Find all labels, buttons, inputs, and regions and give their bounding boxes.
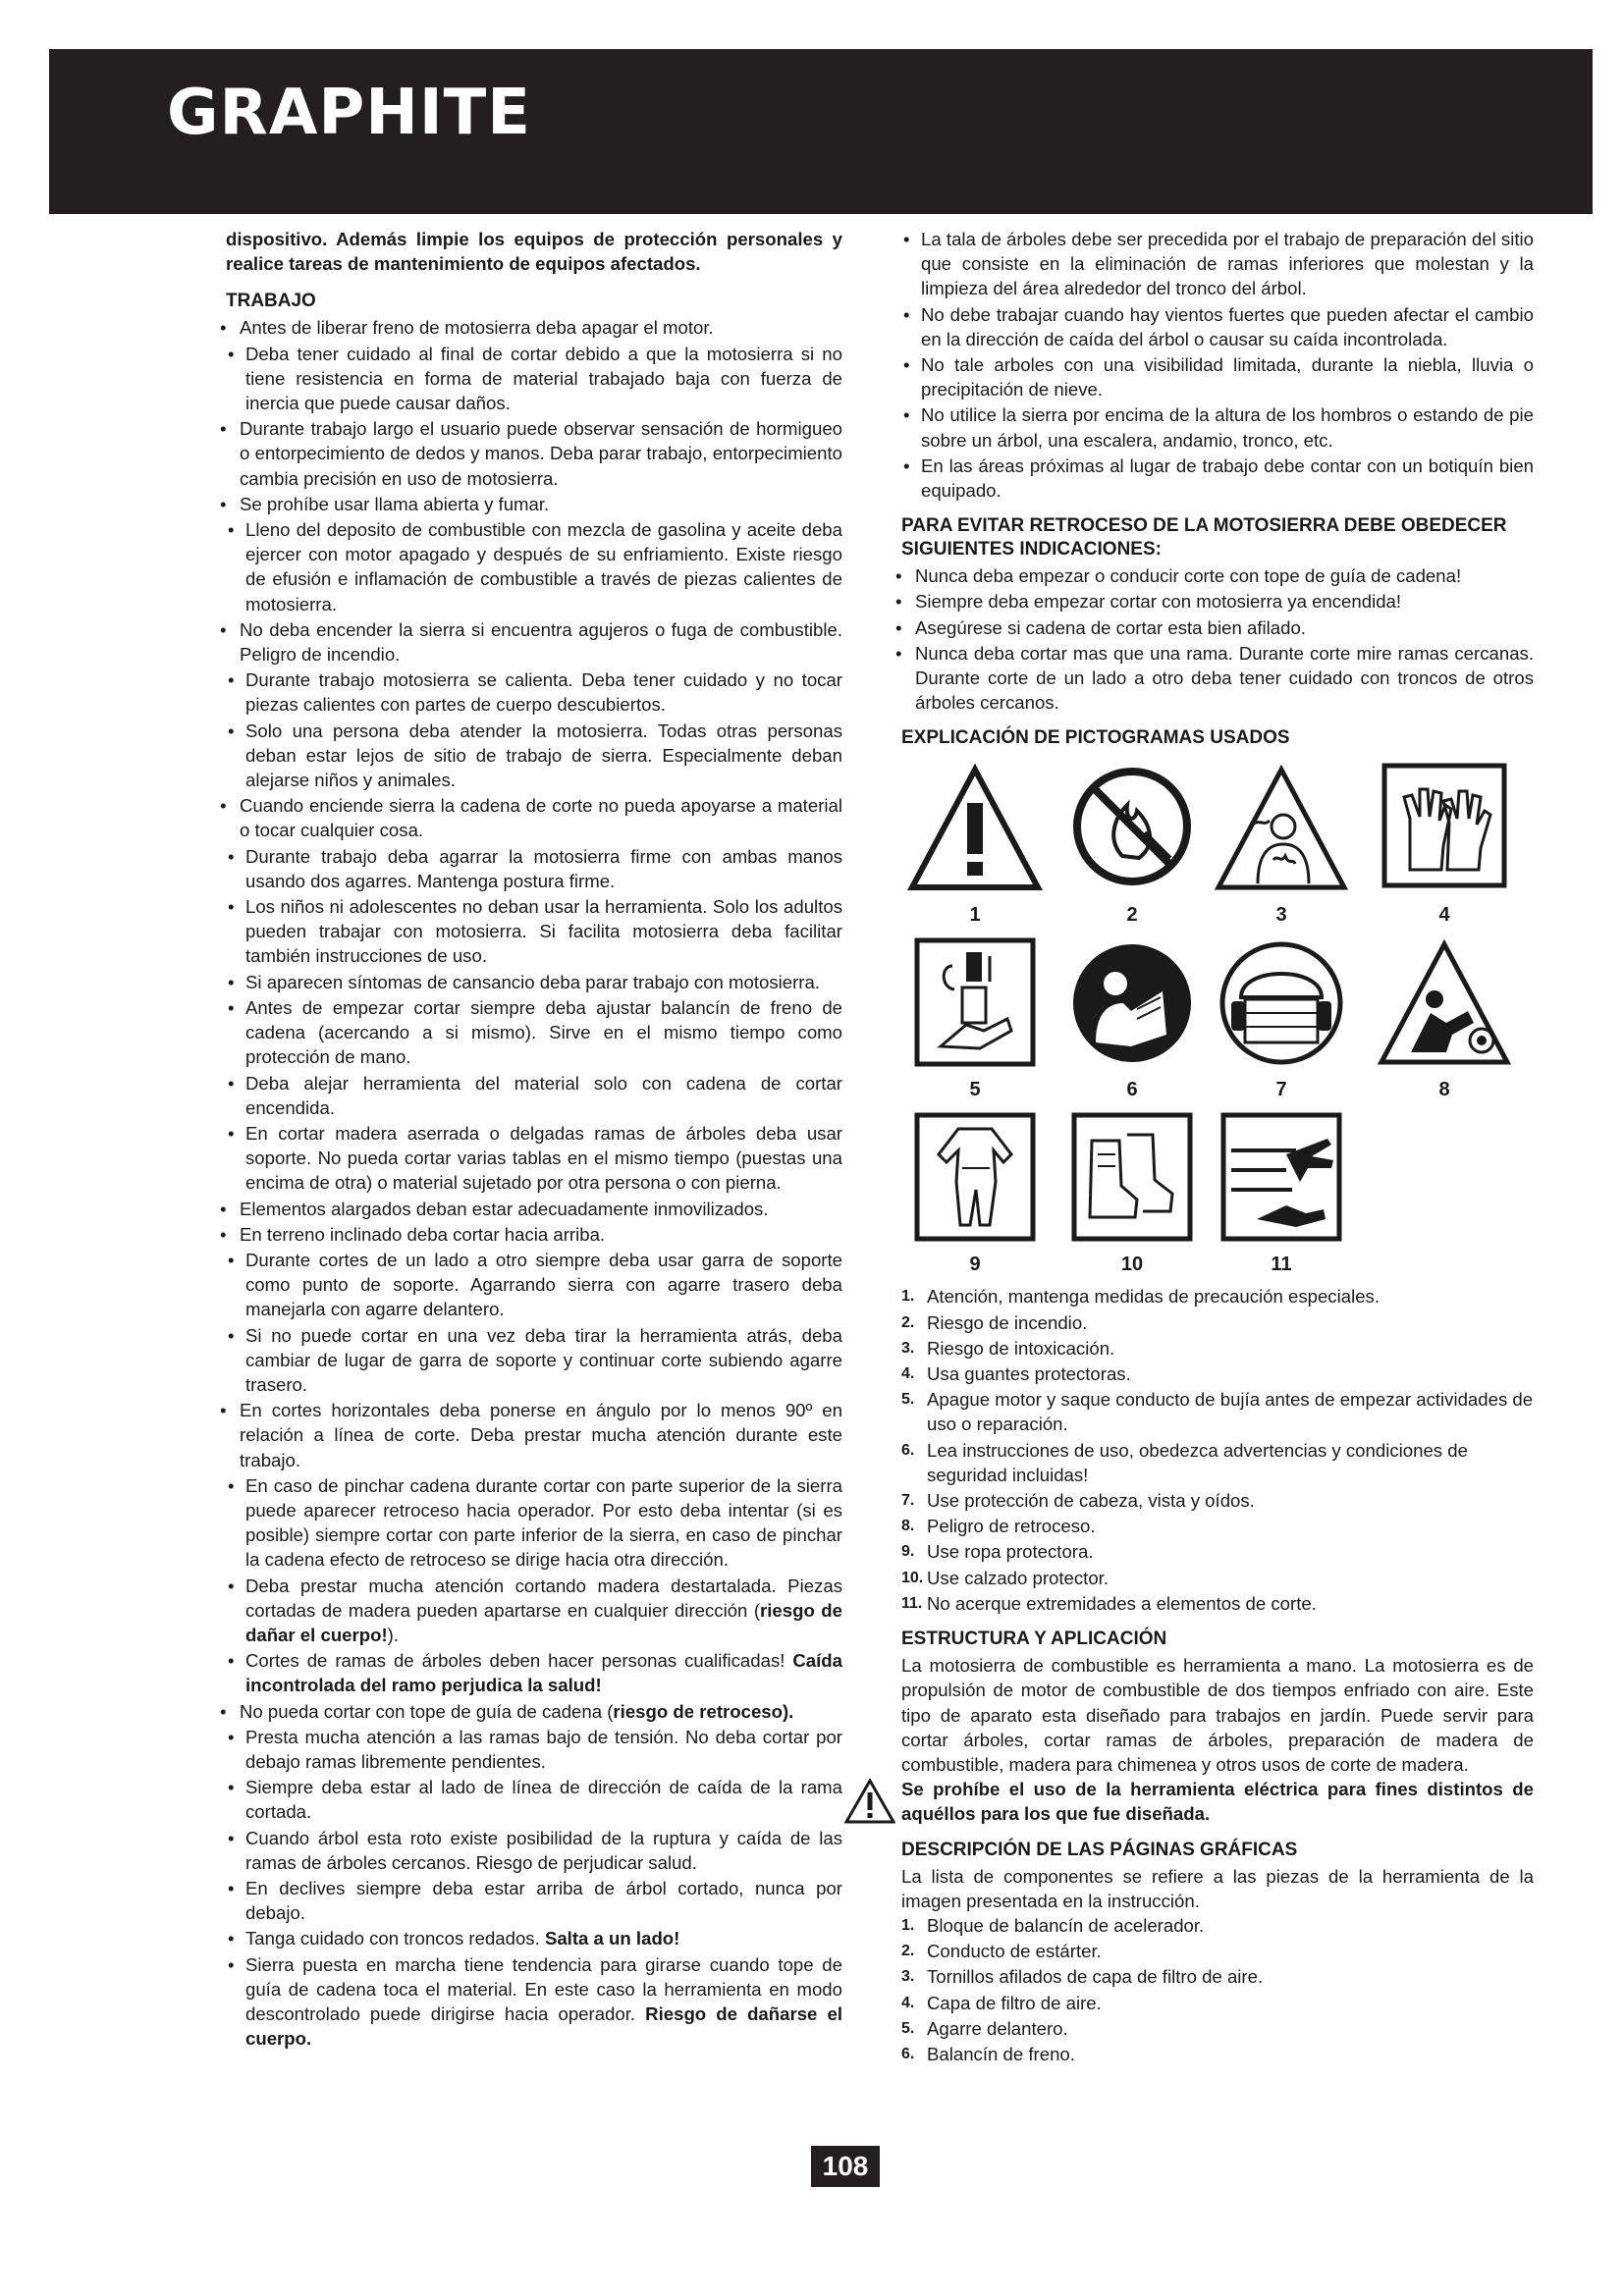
item-text: Riesgo de incendio. [927, 1311, 1088, 1333]
intro-text: dispositivo. Además limpie los equipos de protección personales y realice tareas de mantenimiento de equipos afectados. [226, 229, 842, 275]
list-item [901, 1566, 1534, 1590]
item-text: Tanga cuidado con troncos redados. [245, 1928, 545, 1949]
list-item [901, 2042, 1534, 2066]
item-number: 1. [901, 1916, 915, 1934]
list-item: • No deba encender la sierra si encuentra agujeros o fuga de combustible. Peligro de incendio. [226, 617, 842, 667]
pictogram-grid [901, 762, 1534, 1276]
pictogram-label: 9 [969, 1254, 981, 1276]
item-text: Atención, mantenga medidas de precaución especiales. [927, 1286, 1380, 1308]
list-item [901, 1362, 1534, 1386]
list-item: • Durante trabajo deba agarrar la motosierra firme con ambas manos usando dos agarres. Mantenga postura firme. [226, 844, 842, 893]
list-item [901, 1591, 1534, 1616]
pictogram-legend-list [901, 1284, 1534, 1616]
list-item: • Presta mucha atención a las ramas bajo de tensión. No deba cortar por debajo ramas libremente pendientes. [226, 1725, 842, 1774]
item-text: No pueda cortar con tope de guía de cadena ( [240, 1700, 614, 1722]
list-item [226, 1952, 842, 2052]
list-item: • Si aparecen síntomas de cansancio deba parar trabajo con motosierra. [226, 970, 842, 994]
list-item: • En caso de pinchar cadena durante cortar con parte superior de la sierra puede aparecer retroceso hacia operador. Por esto deba intentar (si es posible) siempre cortar con parte inferior de la sierra, en caso de pinchar la cadena efecto de retroceso se dirige hacia otra dirección. [226, 1473, 842, 1573]
pictogram-label: 7 [1275, 1079, 1287, 1101]
list-item: • En las áreas próximas al lugar de trabajo debe contar con un botiquín bien equipado. [901, 454, 1534, 503]
pictogram-3 [1208, 762, 1355, 928]
list-item: • Cuando árbol esta roto existe posibilidad de la ruptura y caída de las ramas de árboles cercanos. Riesgo de perjudicar salud. [226, 1826, 842, 1875]
toxic-fumes-icon [1213, 762, 1350, 899]
item-number: 6. [901, 1441, 915, 1459]
page-number: 108 [811, 2146, 880, 2187]
pictogram-11 [1208, 1111, 1355, 1277]
item-text: Use ropa protectora. [927, 1541, 1094, 1563]
item-number: 10. [901, 1569, 924, 1586]
list-item: • Durante trabajo largo el usuario puede observar sensación de hormigueo o entorpecimiento de dedos y manos. Deba parar trabajo, entorpecimiento cambia precisión en uso de motosierra. [226, 416, 842, 491]
pictogram-label: 6 [1126, 1079, 1138, 1101]
item-text: Riesgo de intoxicación. [927, 1337, 1115, 1359]
kickback-warning-icon [1376, 936, 1513, 1074]
item-text: ). [387, 1624, 400, 1645]
item-text: Bloque de balancín de acelerador. [927, 1914, 1205, 1936]
pictogram-label: 11 [1271, 1254, 1292, 1276]
item-number: 9. [901, 1543, 915, 1561]
item-number: 1. [901, 1288, 915, 1306]
list-item [901, 1488, 1534, 1513]
item-text: Balancín de freno. [927, 2043, 1075, 2064]
list-item: • No debe trabajar cuando hay vientos fuertes que pueden afectar el cambio en la dirección de caída del árbol o causar su caída incontrolada. [901, 302, 1534, 351]
no-fire-icon [1068, 762, 1196, 899]
list-item: • Nunca deba empezar o conducir corte con tope de guía de cadena! [901, 563, 1534, 588]
item-number: 8. [901, 1518, 915, 1535]
warning-triangle-icon [844, 1779, 895, 1824]
list-item: • Deba tener cuidado al final de cortar debido a que la motosierra si no tiene resistencia en forma de material trabajado baja con fuerza de inercia que puede causar daños. [226, 342, 842, 416]
list-item [901, 1539, 1534, 1564]
list-item [901, 1964, 1534, 1989]
prohibition-notice [901, 1777, 1534, 1826]
list-item [901, 1310, 1534, 1335]
protective-clothing-icon [911, 1111, 1039, 1249]
item-text: Use protección de cabeza, vista y oídos. [927, 1490, 1255, 1512]
item-number: 5. [901, 1391, 915, 1409]
list-item: • Siempre deba empezar cortar con motosierra ya encendida! [901, 589, 1534, 614]
pictogram-label: 3 [1275, 904, 1287, 927]
safety-boots-icon [1068, 1111, 1196, 1249]
item-text: Agarre delantero. [927, 2017, 1068, 2039]
section-title-trabajo: TRABAJO [226, 291, 316, 312]
kickback-list [901, 563, 1534, 715]
item-text: Apague motor y saque conducto de bujía antes de empezar actividades de uso o reparación. [927, 1389, 1534, 1435]
item-text: Lea instrucciones de uso, obedezca advertencias y condiciones de seguridad incluidas! [927, 1439, 1468, 1485]
pictogram-10 [1058, 1111, 1206, 1277]
list-item: • No tale arboles con una visibilidad limitada, durante la niebla, lluvia o precipitación de nieve. [901, 352, 1534, 401]
pictogram-label: 5 [969, 1079, 981, 1101]
components-list [901, 1913, 1534, 2066]
warning-triangle-icon [906, 762, 1044, 899]
item-text: Usa guantes protectoras. [927, 1363, 1131, 1385]
brand-logo: GRAPHITE [167, 77, 531, 149]
pictogram-7 [1208, 936, 1355, 1102]
list-item: • Si no puede cortar en una vez deba tirar la herramienta atrás, deba cambiar de lugar de garra de soporte y continuar corte subiendo agarre trasero. [226, 1323, 842, 1398]
list-item: • Asegúrese si cadena de cortar esta bien afilado. [901, 615, 1534, 640]
gloves-icon [1380, 762, 1508, 899]
list-item: • En cortar madera aserrada o delgadas ramas de árboles deba usar soporte. No pueda cortar varias tablas en el mismo tiempo (puestas una encima de otra) o material sujetado por otra persona o con pierna. [226, 1121, 842, 1196]
item-number: 6. [901, 2045, 915, 2062]
list-item [901, 1438, 1534, 1487]
list-item [226, 1699, 842, 1724]
list-item: • La tala de árboles debe ser precedida por el trabajo de preparación del sitio que consiste en la eliminación de ramas inferiores que molestan y la limpieza del área alrededor del tronco del árbol. [901, 227, 1534, 301]
pictogram-8 [1371, 936, 1518, 1102]
pictogram-5 [901, 936, 1049, 1102]
item-bold-text: Caída incontrolada del ramo perjudica la salud! [245, 1650, 842, 1696]
item-text: Cortes de ramas de árboles deben hacer personas cualificadas! [245, 1650, 793, 1672]
pictogram-label: 8 [1438, 1079, 1450, 1101]
list-item: • Cuando enciende sierra la cadena de corte no pueda apoyarse a material o tocar cualquier cosa. [226, 793, 842, 842]
pictogram-label: 2 [1126, 904, 1138, 927]
right-column [901, 227, 1534, 2067]
list-item: • Antes de empezar cortar siempre deba ajustar balancín de freno de cadena (acercando a si mismo). Sirve en el mismo tiempo como protección de mano. [226, 995, 842, 1070]
estructura-text: La motosierra de combustible es herramienta a mano. La motosierra es de propulsión de motor de combustible de dos tiempos enfriado con aire. Este tipo de aparato esta diseñado para trabajos en jardín. Puede servir para cortar árboles, cortar ramas de árboles, preparación de madera de combustible, madera para chimenea y otros usos de corte de madera. [901, 1655, 1534, 1775]
section-title-kickback: PARA EVITAR RETROCESO DE LA MOTOSIERRA DEBE OBEDECER SIGUIENTES INDICACIONES: [901, 515, 1507, 561]
list-item: • Deba alejar herramienta del material solo con cadena de cortar encendida. [226, 1071, 842, 1120]
item-bold-text: riesgo de retroceso). [613, 1700, 794, 1722]
list-item: • En terreno inclinado deba cortar hacia arriba. [226, 1222, 842, 1247]
item-text: No acerque extremidades a elementos de corte. [927, 1592, 1317, 1614]
list-item: • En declives siempre deba estar arriba de árbol cortado, nunca por debajo. [226, 1876, 842, 1925]
list-item [901, 1514, 1534, 1538]
item-number: 4. [901, 1994, 915, 2011]
item-number: 2. [901, 1943, 915, 1960]
item-number: 3. [901, 1968, 915, 1986]
left-column [226, 227, 842, 2052]
pictogram-9 [901, 1111, 1049, 1277]
list-item: • Los niños ni adolescentes no deban usar la herramienta. Solo los adultos pueden trabajar con motosierra. Si facilita motosierra deba facilitar también instrucciones de uso. [226, 894, 842, 969]
list-item [901, 1336, 1534, 1361]
list-item: • Antes de liberar freno de motosierra deba apagar el motor. [226, 315, 842, 340]
list-item [901, 1913, 1534, 1938]
pictogram-6 [1058, 936, 1206, 1102]
item-number: 3. [901, 1339, 915, 1357]
item-bold-text: Salta a un lado! [544, 1928, 680, 1949]
list-item: • Durante cortes de un lado a otro siempre deba usar garra de soporte como punto de soporte. Agarrando sierra con agarre trasero deba manejarla con agarre delantero. [226, 1248, 842, 1322]
item-number: 11. [901, 1594, 923, 1612]
list-item [226, 1648, 842, 1697]
item-bold-text: riesgo de dañar el cuerpo! [245, 1599, 842, 1645]
list-item: • Se prohíbe usar llama abierta y fumar. [226, 492, 842, 516]
list-item: • Nunca deba cortar mas que una rama. Durante corte mire ramas cercanas. Durante corte de un lado a otro deba tener cuidado con troncos de otros árboles cercanos. [901, 641, 1534, 716]
list-item [901, 1284, 1534, 1308]
pictogram-1 [901, 762, 1049, 928]
item-bold-text: Riesgo de dañarse el cuerpo. [245, 2003, 843, 2050]
pictogram-label: 10 [1120, 1254, 1144, 1276]
list-item: • Durante trabajo motosierra se calienta. Deba tener cuidado y no tocar piezas calientes con partes de cuerpo descubiertos. [226, 667, 842, 717]
pictogram-2 [1058, 762, 1206, 928]
list-item: • Siempre deba estar al lado de línea de dirección de caída de la rama cortada. [226, 1775, 842, 1824]
section-title-pictograms: EXPLICACIÓN DE PICTOGRAMAS USADOS [901, 727, 1290, 749]
item-text: Peligro de retroceso. [927, 1516, 1096, 1537]
keep-hands-away-icon [1218, 1111, 1345, 1249]
spark-plug-icon [911, 936, 1039, 1074]
list-item: • Lleno del deposito de combustible con mezcla de gasolina y aceite deba ejercer con motor apagado y después de su enfriamiento. Existe riesgo de efusión e inflamación de combustible a través de piezas calientes de motosierra. [226, 517, 842, 616]
helmet-ear-eye-protection-icon [1218, 936, 1345, 1074]
item-text: Tornillos afilados de capa de filtro de aire. [927, 1966, 1264, 1988]
item-text: Use calzado protector. [927, 1567, 1110, 1588]
list-item: • Solo una persona deba atender la motosierra. Todas otras personas deban estar lejos de sitio de trabajo de sierra. Especialmente deban alejarse niños y animales. [226, 719, 842, 793]
trabajo-list [226, 315, 842, 2051]
list-item: • Elementos alargados deban estar adecuadamente inmovilizados. [226, 1197, 842, 1221]
item-number: 7. [901, 1492, 915, 1510]
pictogram-4 [1371, 762, 1518, 928]
section-title-estructura: ESTRUCTURA Y APLICACIÓN [901, 1629, 1167, 1650]
felling-list [901, 227, 1534, 503]
pictogram-label: 4 [1438, 904, 1450, 927]
list-item [226, 1926, 842, 1950]
list-item [901, 2016, 1534, 2041]
item-text: Conducto de estárter. [927, 1941, 1102, 1962]
item-number: 4. [901, 1365, 915, 1383]
list-item: • En cortes horizontales deba ponerse en ángulo por lo menos 90º en relación a línea de corte. Deba prestar mucha atención durante este trabajo. [226, 1398, 842, 1472]
prohibition-text: Se prohíbe el uso de la herramienta eléctrica para fines distintos de aquéllos para los que fue diseñada. [901, 1779, 1534, 1825]
section-title-descripcion: DESCRIPCIÓN DE LAS PÁGINAS GRÁFICAS [901, 1839, 1298, 1860]
pictogram-label: 1 [969, 904, 981, 927]
list-item: • No utilice la sierra por encima de la altura de los hombros o estando de pie sobre un árbol, una escalera, andamio, tronco, etc. [901, 402, 1534, 452]
list-item [901, 1939, 1534, 1963]
list-item [901, 1387, 1534, 1436]
list-item [226, 1574, 842, 1648]
item-number: 2. [901, 1313, 915, 1331]
descripcion-text: La lista de componentes se refiere a las piezas de la herramienta de la imagen presentada en la instrucción. [901, 1865, 1534, 1911]
item-number: 5. [901, 2019, 915, 2037]
item-text: Capa de filtro de aire. [927, 1992, 1102, 2013]
item-text: Sierra puesta en marcha tiene tendencia para girarse cuando tope de guía de cadena toca el material. En este caso la herramienta en modo descontrolado puede dirigirse hacia operador. [245, 1953, 842, 2025]
item-text: Deba prestar mucha atención cortando madera destartalada. Piezas cortadas de madera pueden apartarse en cualquier dirección ( [245, 1575, 842, 1621]
list-item [901, 1991, 1534, 2015]
read-manual-icon [1068, 936, 1196, 1074]
